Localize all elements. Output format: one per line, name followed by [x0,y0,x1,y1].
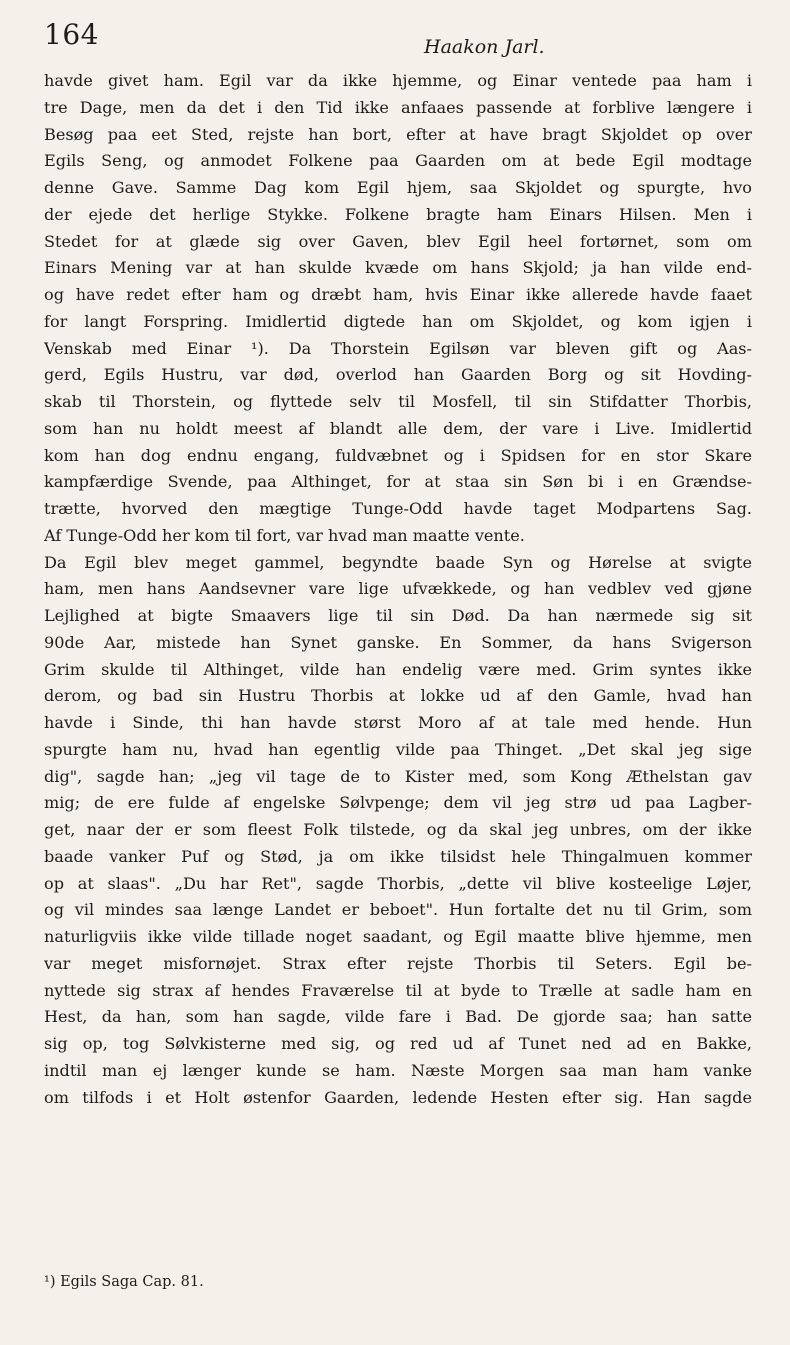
text-line: Stedet for at glæde sig over Gaven, blev Egil heel fortørnet, som om [44,231,752,251]
text-line: ham, men hans Aandsevner vare lige ufvækkede, og han vedblev ved gjøne [44,579,752,599]
text-line: som han nu holdt meest af blandt alle dem, der vare i Live. Imidlertid [44,418,752,438]
text-line: gerd, Egils Hustru, var død, overlod han Gaarden Borg og sit Hovding- [44,365,752,385]
text-line: nyttede sig strax af hendes Fraværelse til at byde to Trælle at sadle ham en [44,980,752,1000]
text-line: for langt Forspring. Imidlertid digtede han om Skjoldet, og kom igjen i [44,311,752,331]
text-line: havde i Sinde, thi han havde størst Moro af at tale med hende. Hun [44,713,752,732]
text-line: sig op, tog Sølvkisterne med sig, og red ud af Tunet ned ad en Bakke, [44,1034,752,1053]
text-line: 90de Aar, mistede han Synet ganske. En Sommer, da hans Svigerson [44,632,752,652]
text-line: Besøg paa eet Sted, rejste han bort, efter at have bragt Skjoldet op over [44,124,752,144]
text-line: Af Tunge-Odd her kom til fort, var hvad man maatte vente. [44,525,525,545]
text-line: spurgte ham nu, hvad han egentlig vilde paa Thinget. „Det skal jeg sige [44,739,752,759]
text-line: baade vanker Puf og Stød, ja om ikke tilsidst hele Thingalmuen kommer [44,846,752,866]
text-line: kom han dog endnu engang, fuldvæbnet og i Spidsen for en stor Skare [44,445,752,465]
text-line: denne Gave. Samme Dag kom Egil hjem, saa Skjoldet og spurgte, hvo [44,178,752,197]
footnote [44,1274,752,1290]
running-title: Haakon Jarl. [424,36,545,58]
text-line: kampfærdige Svende, paa Althinget, for at staa sin Søn bi i en Grændse- [44,472,752,492]
text-line: Da Egil blev meget gammel, begyndte baade Syn og Hørelse at svigte [44,552,752,572]
text-line: Lejlighed at bigte Smaavers lige til sin Død. Da han nærmede sig sit [44,606,752,625]
text-line: skab til Thorstein, og flyttede selv til Mosfell, til sin Stifdatter Thorbis, [44,392,752,411]
text-line: Venskab med Einar ¹). Da Thorstein Egilsøn var bleven gift og Aas- [44,338,752,358]
text-line: dig", sagde han; „jeg vil tage de to Kister med, som Kong Æthelstan gav [44,766,752,786]
text-line: om tilfods i et Holt østenfor Gaarden, ledende Hesten efter sig. Han sagde [44,1087,752,1107]
text-line: havde givet ham. Egil var da ikke hjemme, og Einar ventede paa ham i [44,71,752,90]
running-head [44,18,752,68]
footnote-marker: ¹) [44,1274,56,1290]
text-line: trætte, hvorved den mægtige Tunge-Odd havde taget Modpartens Sag. [44,499,752,518]
text-line: op at slaas". „Du har Ret", sagde Thorbis, „dette vil blive kosteelige Løjer, [44,873,752,893]
text-line: var meget misfornøjet. Strax efter rejste Thorbis til Seters. Egil be- [44,953,752,973]
text-line: naturligviis ikke vilde tillade noget saadant, og Egil maatte blive hjemme, men [44,927,752,946]
text-line: mig; de ere fulde af engelske Sølvpenge; dem vil jeg strø ud paa Lagber- [44,793,752,813]
text-line: Hest, da han, som han sagde, vilde fare i Bad. De gjorde saa; han satte [44,1007,752,1027]
text-line: og vil mindes saa længe Landet er beboet". Hun fortalte det nu til Grim, som [44,900,752,920]
text-line: der ejede det herlige Stykke. Folkene bragte ham Einars Hilsen. Men i [44,204,752,224]
text-line: derom, og bad sin Hustru Thorbis at lokke ud af den Gamle, hvad han [44,686,752,706]
text-line: Einars Mening var at han skulde kvæde om hans Skjold; ja han vilde end- [44,258,752,278]
page-number: 164 [44,18,99,51]
text-line: og have redet efter ham og dræbt ham, hvis Einar ikke allerede havde faaet [44,285,752,304]
text-line: indtil man ej længer kunde se ham. Næste Morgen saa man ham vanke [44,1060,752,1080]
text-line: tre Dage, men da det i den Tid ikke anfaaes passende at forblive længere i [44,97,752,117]
text-line: Grim skulde til Althinget, vilde han endelig være med. Grim syntes ikke [44,659,752,679]
text-line: get, naar der er som fleest Folk tilstede, og da skal jeg unbres, om der ikke [44,820,752,839]
body-text [44,68,752,1111]
text-line: Egils Seng, og anmodet Folkene paa Gaarden om at bede Egil modtage [44,151,752,171]
footnote-text: Egils Saga Cap. 81. [60,1274,204,1290]
